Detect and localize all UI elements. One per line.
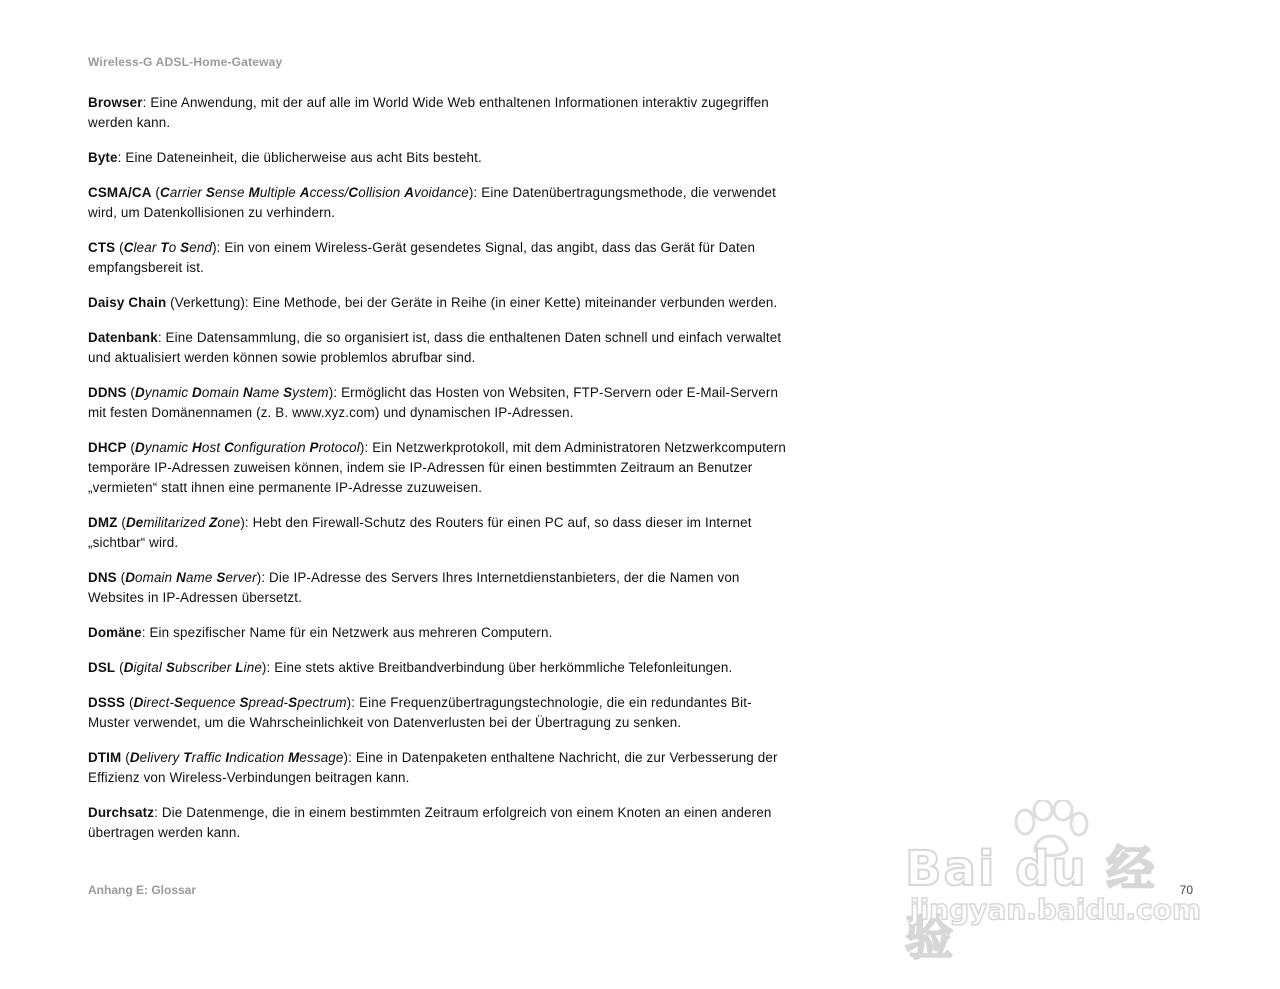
watermark-logo-text: Bai du 经验 [905,841,1157,966]
glossary-definition: : Eine in Datenpaketen enthaltene Nachricht, die zur Verbesserung der Effizienz von Wireless-Verbindungen beitragen kann. [88,750,778,785]
glossary-expansion: Digital Subscriber Line [123,660,262,675]
glossary-definition: : Die Datenmenge, die in einem bestimmten Zeitraum erfolgreich von einem Knoten an einen anderen übertragen werden kann. [88,805,772,840]
glossary-term: CSMA/CA [88,185,152,200]
glossary-entry: DSL (Digital Subscriber Line): Eine stets aktive Breitbandverbindung über herkömmliche Telefonleitungen. [88,660,733,675]
glossary-term: DNS [88,570,117,585]
glossary-entry [88,328,788,368]
glossary-definition: : Die IP-Adresse des Servers Ihres Internetdienstanbieters, der die Namen von Websites in IP-Adressen übersetzt. [88,570,740,605]
glossary-definition: : Ein von einem Wireless-Gerät gesendetes Signal, das angibt, dass das Gerät für Daten empfangsbereit ist. [88,240,756,275]
glossary-definition: : Ein Netzwerkprotokoll, mit dem Administratoren Netzwerkcomputern temporäre IP-Adressen zuweisen können, indem sie IP-Adressen für einen bestimmten Zeitraum an Benutzer „vermieten“ statt ihnen eine permanente IP-Adresse zuzuweisen. [88,440,786,495]
glossary-expansion: Carrier Sense Multiple Access/Collision Avoidance [160,185,469,200]
glossary-definition: : Ermöglicht das Hosten von Websiten, FTP-Servern oder E-Mail-Servern mit festen Domänennamen (z. B. www.xyz.com) und dynamischen IP-Adressen. [88,385,779,420]
glossary-term: DTIM [88,750,122,765]
glossary-entry: CTS (Clear To Send): Ein von einem Wireless-Gerät gesendetes Signal, das angibt, dass das Gerät für Daten empfangsbereit ist. [88,240,756,275]
glossary-term: Durchsatz [88,805,155,820]
page-header: Wireless-G ADSL-Home-Gateway [88,55,283,69]
glossary-definition: : Eine Datenübertragungsmethode, die verwendet wird, um Datenkollisionen zu verhindern. [88,185,776,220]
glossary-term: DMZ [88,515,118,530]
glossary-expansion: Clear To Send [123,240,213,255]
glossary-definition: : Hebt den Firewall-Schutz des Routers für einen PC auf, so dass dieser im Internet „sichtbar“ wird. [88,515,752,550]
glossary-expansion: Dynamic Domain Name System [135,385,329,400]
glossary-definition: (Verkettung): Eine Methode, bei der Geräte in Reihe (in einer Kette) miteinander verbunden werden. [166,295,778,310]
glossary-term: Browser [88,95,143,110]
glossary-entry: DDNS (Dynamic Domain Name System): Ermöglicht das Hosten von Websiten, FTP-Servern oder E-Mail-Servern mit festen Domänennamen (z. B. www.xyz.com) und dynamischen IP-Adressen. [88,385,779,420]
glossary-definition: : Eine stets aktive Breitbandverbindung über herkömmliche Telefonleitungen. [266,660,733,675]
glossary-entry: DTIM (Delivery Traffic Indication Message): Eine in Datenpaketen enthaltene Nachricht, die zur Verbesserung der Effizienz von Wireless-Verbindungen beitragen kann. [88,750,778,785]
glossary-term: CTS [88,240,116,255]
glossary-list [88,93,788,858]
glossary-definition: : Eine Anwendung, mit der auf alle im World Wide Web enthaltenen Informationen interaktiv zugegriffen werden kann. [88,95,769,130]
glossary-expansion: Domain Name Server [125,570,257,585]
glossary-entry: DSSS (Direct-Sequence Spread-Spectrum): Eine Frequenzübertragungstechnologie, die ein redundantes Bit-Muster verwendet, um die Wahrscheinlichkeit von Datenverlusten bei der Übertragung zu senken. [88,695,752,730]
glossary-term: Datenbank [88,330,158,345]
glossary-entry: CSMA/CA (Carrier Sense Multiple Access/Collision Avoidance): Eine Datenübertragungsmethode, die verwendet wird, um Datenkollisionen zu verhindern. [88,185,776,220]
page-footer: Anhang E: Glossar [88,883,197,897]
glossary-expansion: Direct-Sequence Spread-Spectrum [133,695,347,710]
glossary-term: DSL [88,660,116,675]
glossary-expansion: Dynamic Host Configuration Protocol [135,440,360,455]
glossary-term: Daisy Chain [88,295,167,310]
glossary-entry [88,293,788,313]
glossary-entry: DMZ (Demilitarized Zone): Hebt den Firewall-Schutz des Routers für einen PC auf, so dass dieser im Internet „sichtbar“ wird. [88,515,752,550]
glossary-term: Byte [88,150,118,165]
glossary-term: DDNS [88,385,127,400]
glossary-definition: : Eine Frequenzübertragungstechnologie, die ein redundantes Bit-Muster verwendet, um die Wahrscheinlichkeit von Datenverlusten bei der Übertragung zu senken. [88,695,752,730]
glossary-expansion: Delivery Traffic Indication Message [129,750,344,765]
glossary-entry: DHCP (Dynamic Host Configuration Protocol): Ein Netzwerkprotokoll, mit dem Administratoren Netzwerkcomputern temporäre IP-Adressen zuweisen können, indem sie IP-Adressen für einen bestimmten Zeitraum an Benutzer „vermieten“ statt ihnen eine permanente IP-Adresse zuzuweisen. [88,440,786,495]
glossary-entry: DNS (Domain Name Server): Die IP-Adresse des Servers Ihres Internetdienstanbieters, der die Namen von Websites in IP-Adressen übersetzt. [88,570,740,605]
glossary-expansion: Demilitarized Zone [125,515,241,530]
glossary-term: Domäne [88,625,142,640]
glossary-entry [88,803,788,843]
watermark-url: jingyan.baidu.com [910,893,1202,926]
baidu-watermark [905,800,1205,966]
glossary-definition: : Eine Datensammlung, die so organisiert ist, dass die enthaltenen Daten schnell und einfach verwaltet und aktualisiert werden können sowie problemlos abrufbar sind. [88,330,782,365]
glossary-entry [88,93,788,133]
page-number: 70 [1179,883,1193,897]
glossary-entry [88,623,788,643]
glossary-term: DSSS [88,695,126,710]
glossary-definition: : Ein spezifischer Name für ein Netzwerk aus mehreren Computern. [141,625,553,640]
glossary-term: DHCP [88,440,127,455]
glossary-definition: : Eine Dateneinheit, die üblicherweise aus acht Bits besteht. [117,150,482,165]
glossary-entry [88,148,788,168]
